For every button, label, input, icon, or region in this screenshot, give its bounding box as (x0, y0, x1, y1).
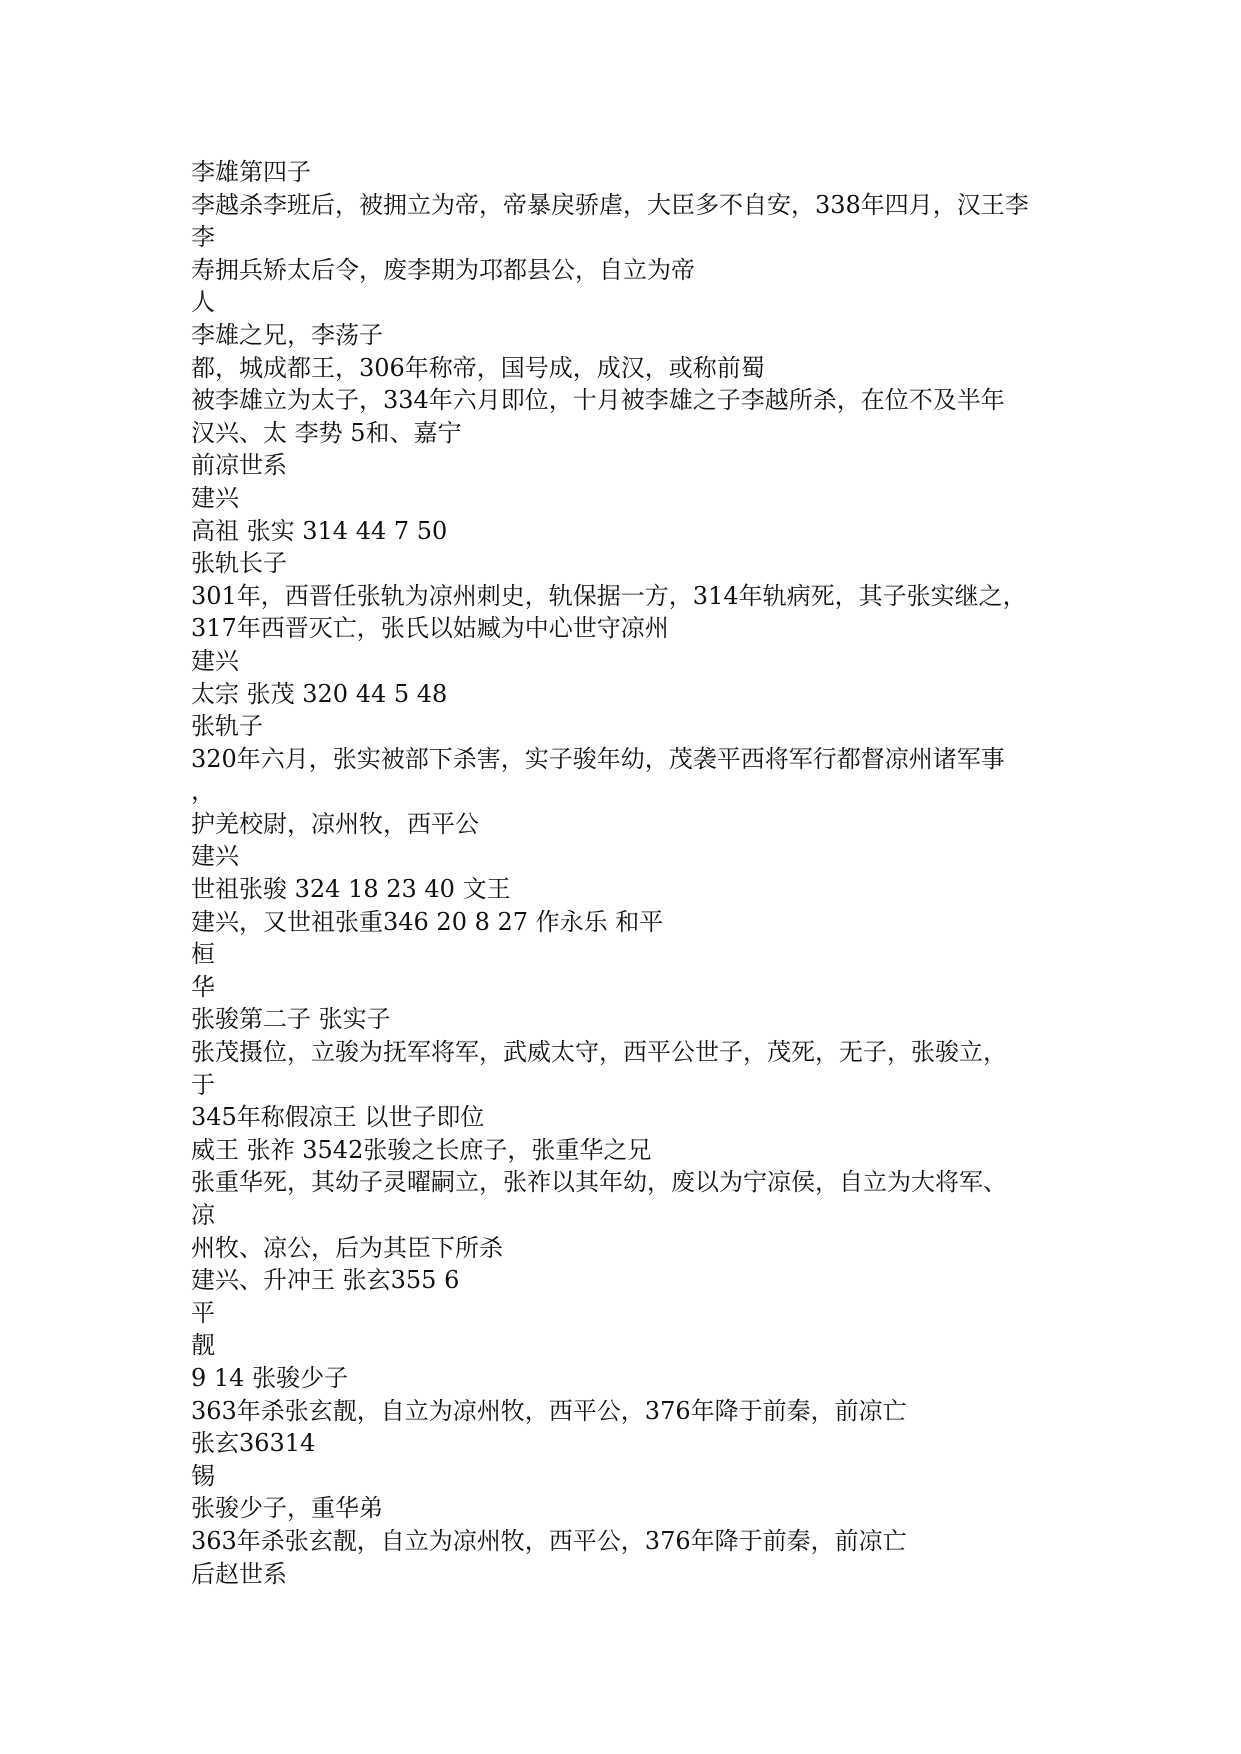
text-line: 护羌校尉，凉州牧，西平公 (191, 809, 479, 838)
text-line: 张茂摄位，立骏为抚军将军，武威太守，西平公世子，茂死，无子，张骏立， (191, 1038, 1007, 1067)
text-line: 人 (191, 288, 215, 317)
text-line: 建兴、升冲王 张玄355 6 (191, 1266, 460, 1295)
text-line: 张轨长子 (191, 549, 287, 578)
text-line: 于 (191, 1070, 215, 1099)
text-line: 李雄第四子 (191, 158, 311, 186)
text-line: 平 (191, 1298, 215, 1327)
text-line: 锡 (191, 1461, 215, 1490)
text-line: 世祖张骏 324 18 23 40 文王 (191, 875, 511, 904)
text-line: ， (191, 777, 215, 806)
text-line: 都，城成都王，306年称帝，国号成，成汉，或称前蜀 (191, 353, 765, 382)
text-line: 高祖 张实 314 44 7 50 (191, 516, 448, 545)
text-line: 张轨子 (191, 712, 263, 741)
text-line: 被李雄立为太子，334年六月即位，十月被李雄之子李越所杀，在位不及半年 (191, 386, 1005, 415)
text-line: 汉兴、太 李势 5和、嘉宁 (191, 418, 462, 447)
text-line: 李雄之兄，李荡子 (191, 320, 383, 349)
text-line: 363年杀张玄靓，自立为凉州牧，西平公，376年降于前秦，前凉亡 (191, 1396, 907, 1425)
text-line: 317年西晋灭亡，张氏以姑臧为中心世守凉州 (191, 614, 669, 643)
text-line: 320年六月，张实被部下杀害，实子骏年幼，茂袭平西将军行都督凉州诸军事 (191, 744, 1005, 773)
text-line: 华 (191, 972, 215, 1001)
text-line: 靓 (191, 1331, 215, 1360)
text-line: 建兴，又世祖张重346 20 8 27 作永乐 和平 (191, 907, 664, 936)
text-line: 桓 (191, 940, 215, 969)
text-line: 张重华死，其幼子灵曜嗣立，张祚以其年幼，废以为宁凉侯，自立为大将军、 (191, 1168, 1007, 1197)
text-line: 张骏第二子 张实子 (191, 1005, 391, 1034)
text-line: 301年，西晋任张轨为凉州刺史，轨保据一方，314年轨病死，其子张实继之， (191, 581, 1027, 610)
text-line: 建兴 (191, 483, 239, 512)
text-line: 凉 (191, 1201, 215, 1229)
text-line: 345年称假凉王 以世子即位 (191, 1103, 485, 1132)
text-line: 张骏少子，重华弟 (191, 1494, 383, 1523)
text-line: 太宗 张茂 320 44 5 48 (191, 679, 448, 708)
text-line: 9 14 张骏少子 (191, 1363, 349, 1392)
text-line: 李越杀李班后，被拥立为帝，帝暴戾骄虐，大臣多不自安，338年四月，汉王李 (191, 190, 1029, 219)
text-line: 张玄36314 (191, 1429, 316, 1458)
text-line: 后赵世系 (191, 1559, 287, 1588)
text-line: 寿拥兵矫太后令，废李期为邛都县公，自立为帝 (191, 255, 695, 284)
text-line: 威王 张祚 3542张骏之长庶子，张重华之兄 (191, 1135, 652, 1164)
text-line: 建兴 (191, 842, 239, 871)
text-line: 建兴 (191, 646, 239, 675)
text-line: 前凉世系 (191, 451, 287, 480)
document-body (191, 156, 1051, 1590)
text-line: 州牧、凉公，后为其臣下所杀 (191, 1233, 503, 1262)
text-line: 363年杀张玄靓，自立为凉州牧，西平公，376年降于前秦，前凉亡 (191, 1526, 907, 1555)
text-line: 李 (191, 223, 215, 252)
